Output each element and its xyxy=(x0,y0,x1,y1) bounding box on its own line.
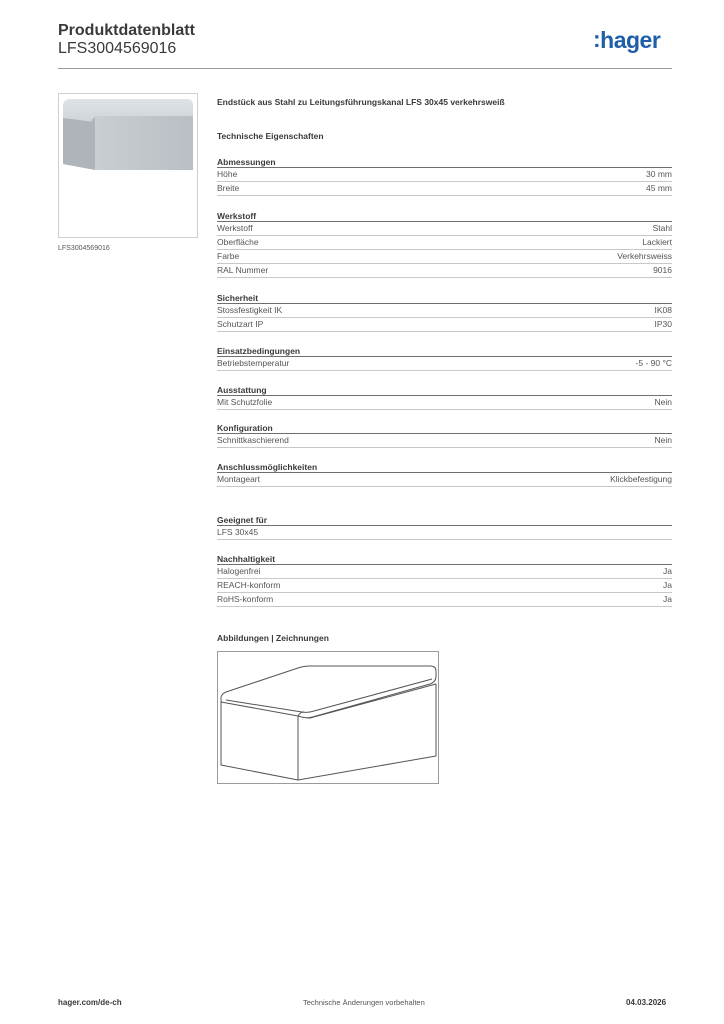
group-title: Abmessungen xyxy=(217,156,672,168)
spec-label: Breite xyxy=(217,183,240,193)
group-nachhaltigkeit xyxy=(217,553,672,607)
image-caption: LFS3004569016 xyxy=(58,245,110,252)
group-anschlussmoeglichkeiten xyxy=(217,461,672,487)
spec-row xyxy=(217,236,672,250)
group-ausstattung xyxy=(217,384,672,410)
product-photo xyxy=(58,93,198,238)
spec-row xyxy=(217,579,672,593)
spec-label: LFS 30x45 xyxy=(217,527,259,537)
spec-label: Montageart xyxy=(217,474,260,484)
spec-value: 30 mm xyxy=(646,169,672,179)
spec-value: Klickbefestigung xyxy=(610,474,672,484)
spec-label: RoHS-konform xyxy=(217,594,274,604)
page-title: Produktdatenblatt xyxy=(58,22,195,39)
product-description: Endstück aus Stahl zu Leitungsführungskanal LFS 30x45 verkehrsweiß xyxy=(217,97,505,107)
logo-text: hager xyxy=(600,27,661,53)
end-cap-drawing-icon xyxy=(218,652,438,783)
spec-row xyxy=(217,526,672,540)
group-konfiguration xyxy=(217,422,672,448)
spec-row xyxy=(217,182,672,196)
spec-label: Höhe xyxy=(217,169,238,179)
spec-label: Schutzart IP xyxy=(217,319,264,329)
spec-value: Ja xyxy=(663,594,672,604)
spec-row xyxy=(217,304,672,318)
group-title: Sicherheit xyxy=(217,292,672,304)
drawings-heading: Abbildungen | Zeichnungen xyxy=(217,633,329,643)
spec-label: Stossfestigkeit IK xyxy=(217,305,283,315)
spec-value: Lackiert xyxy=(642,237,672,247)
group-sicherheit xyxy=(217,292,672,332)
group-geeignet-fuer xyxy=(217,514,672,540)
group-title: Ausstattung xyxy=(217,384,672,396)
spec-value: 9016 xyxy=(653,265,672,275)
group-abmessungen xyxy=(217,156,672,196)
spec-row xyxy=(217,264,672,278)
spec-value: Nein xyxy=(654,435,672,445)
spec-label: Werkstoff xyxy=(217,223,253,233)
footer-date: 04.03.2026 xyxy=(626,998,667,1007)
footer-notice: Technische Änderungen vorbehalten xyxy=(303,998,425,1007)
technical-drawing xyxy=(217,651,439,784)
group-title: Anschlussmöglichkeiten xyxy=(217,461,672,473)
spec-value: Nein xyxy=(654,397,672,407)
spec-row xyxy=(217,250,672,264)
spec-label: Mit Schutzfolie xyxy=(217,397,273,407)
group-title: Geeignet für xyxy=(217,514,672,526)
spec-label: RAL Nummer xyxy=(217,265,269,275)
spec-label: Schnittkaschierend xyxy=(217,435,289,445)
spec-label: Oberfläche xyxy=(217,237,259,247)
group-werkstoff xyxy=(217,210,672,278)
end-cap-photo-icon xyxy=(59,94,197,237)
group-einsatzbedingungen xyxy=(217,345,672,371)
footer-website-link[interactable]: hager.com/de-ch xyxy=(58,998,122,1007)
spec-value: IK08 xyxy=(654,305,672,315)
group-title: Konfiguration xyxy=(217,422,672,434)
spec-row xyxy=(217,473,672,487)
spec-value: -5 - 90 °C xyxy=(635,358,672,368)
spec-label: Halogenfrei xyxy=(217,566,261,576)
product-code: LFS3004569016 xyxy=(58,40,177,57)
spec-value: Ja xyxy=(663,566,672,576)
spec-row xyxy=(217,396,672,410)
spec-row xyxy=(217,593,672,607)
spec-value: Verkehrsweiss xyxy=(617,251,672,261)
spec-row xyxy=(217,222,672,236)
tech-properties-heading: Technische Eigenschaften xyxy=(217,131,324,141)
spec-label: Farbe xyxy=(217,251,240,261)
spec-row xyxy=(217,318,672,332)
spec-label: Betriebstemperatur xyxy=(217,358,290,368)
spec-value: Ja xyxy=(663,580,672,590)
spec-label: REACH-konform xyxy=(217,580,281,590)
spec-value: IP30 xyxy=(654,319,672,329)
hager-logo: :hager xyxy=(593,26,661,53)
group-title: Einsatzbedingungen xyxy=(217,345,672,357)
group-title: Werkstoff xyxy=(217,210,672,222)
header-divider xyxy=(58,68,672,69)
group-title: Nachhaltigkeit xyxy=(217,553,672,565)
spec-row xyxy=(217,434,672,448)
spec-row xyxy=(217,168,672,182)
spec-value: 45 mm xyxy=(646,183,672,193)
spec-row xyxy=(217,357,672,371)
spec-row xyxy=(217,565,672,579)
spec-value: Stahl xyxy=(652,223,672,233)
